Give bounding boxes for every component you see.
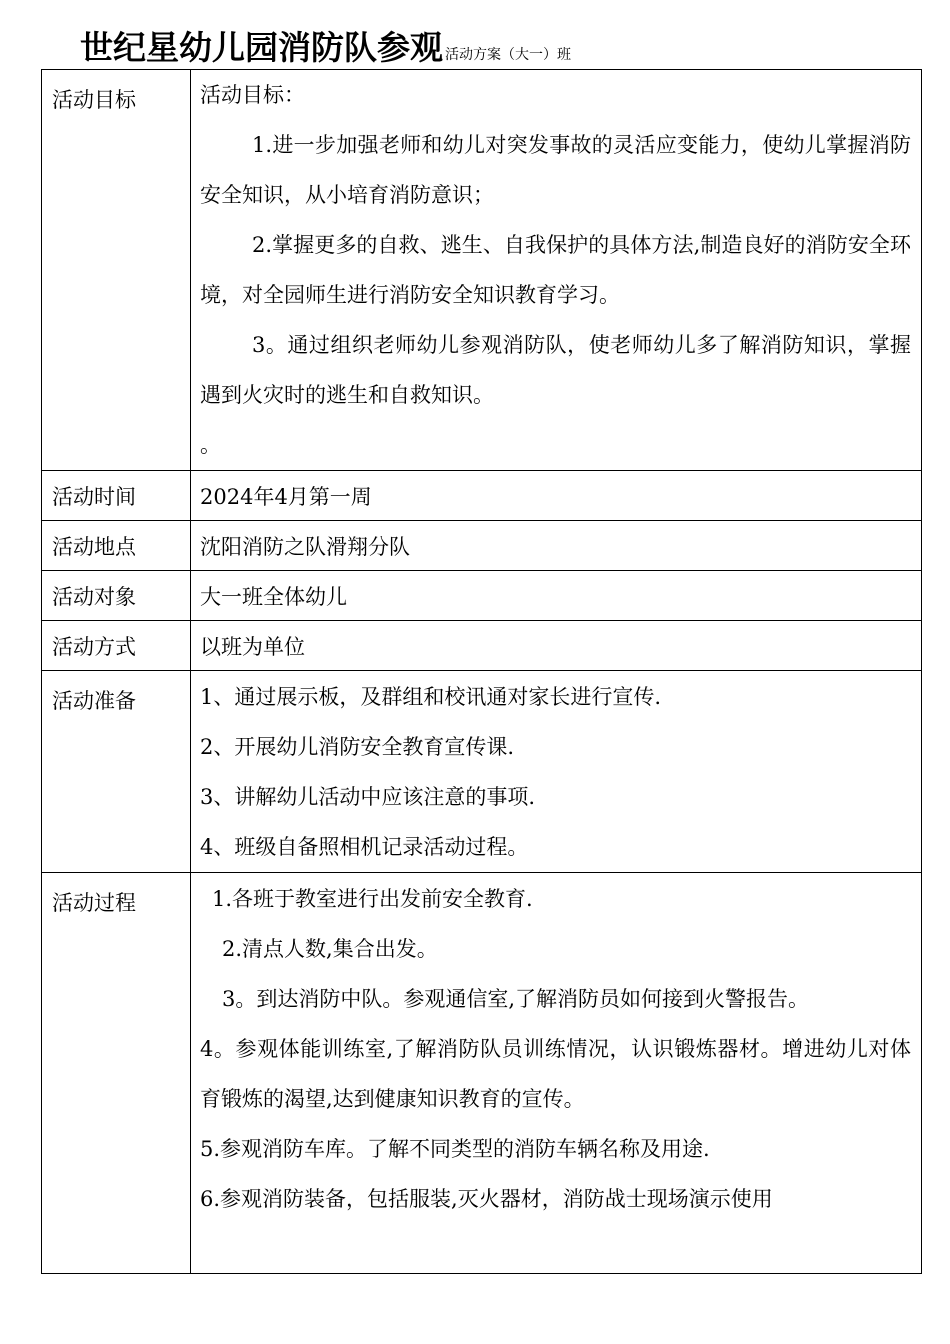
table-row-target [42,571,922,621]
method-label: 活动方式 [42,621,191,671]
process-item-3: 3。到达消防中队。参观通信室,了解消防员如何接到火警报告。 [222,987,810,1011]
place-value: 沈阳消防之队滑翔分队 [191,521,922,571]
target-value: 大一班全体幼儿 [191,571,922,621]
table-row-process [42,873,922,1274]
prep-item-1: 1、通过展示板，及群组和校讯通对家长进行宣传. [200,685,662,709]
prep-label: 活动准备 [42,671,191,873]
process-item-6: 6.参观消防装备，包括服装,灭火器材，消防战士现场演示使用 [200,1187,773,1211]
document-title-row [80,22,571,69]
goal-content [191,70,922,471]
prep-content [191,671,922,873]
page-title: 世纪星幼儿园消防队参观 [80,28,443,67]
table-row-prep [42,671,922,873]
table-row-place [42,521,922,571]
place-label: 活动地点 [42,521,191,571]
time-value: 2024年4月第一周 [191,471,922,521]
table-row-time [42,471,922,521]
method-value: 以班为单位 [191,621,922,671]
target-label: 活动对象 [42,571,191,621]
process-item-4: 4。参观体能训练室,了解消防队员训练情况，认识锻炼器材。增进幼儿对体育锻炼的渴望,达到健康知识教育的宣传。 [200,1037,911,1111]
process-label: 活动过程 [42,873,191,1274]
process-item-5: 5.参观消防车库。了解不同类型的消防车辆名称及用途. [200,1137,710,1161]
process-item-1: 1.各班于教室进行出发前安全教育. [212,887,533,911]
process-content [191,873,922,1274]
prep-item-4: 4、班级自备照相机记录活动过程。 [200,835,529,859]
goal-item-2: 2.掌握更多的自救、逃生、自我保护的具体方法,制造良好的消防安全环境，对全园师生进行消防安全知识教育学习。 [200,233,911,307]
goal-item-1: 1.进一步加强老师和幼儿对突发事故的灵活应变能力，使幼儿掌握消防安全知识，从小培育消防意识； [200,133,911,207]
process-item-2: 2.清点人数,集合出发。 [222,937,438,961]
prep-item-2: 2、开展幼儿消防安全教育宣传课. [200,735,515,759]
goal-label: 活动目标 [42,70,191,471]
goal-trailing: 。 [200,433,221,457]
prep-item-3: 3、讲解幼儿活动中应该注意的事项. [200,785,536,809]
page-subtitle: 活动方案（大一）班 [445,47,571,63]
table-row-method [42,621,922,671]
goal-item-3: 3。通过组织老师幼儿参观消防队，使老师幼儿多了解消防知识，掌握遇到火灾时的逃生和自救知识。 [200,333,911,407]
table-row-goal [42,70,922,471]
time-label: 活动时间 [42,471,191,521]
activity-plan-table [41,69,922,1274]
goal-heading: 活动目标： [200,83,305,107]
